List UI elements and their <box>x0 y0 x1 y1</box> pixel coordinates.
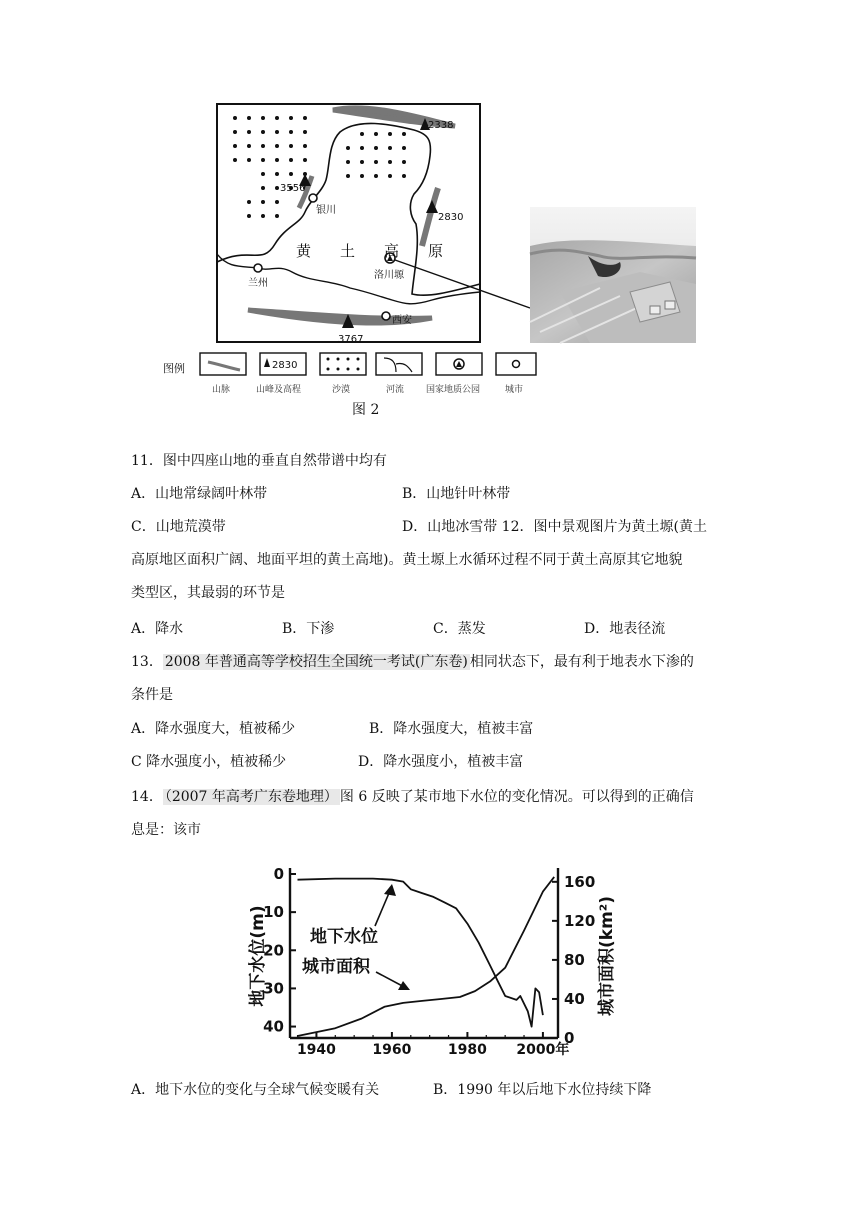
q11-option-b: B．山地针叶林带 <box>402 486 511 502</box>
q13-option-d: D．降水强度小，植被丰富 <box>358 754 524 770</box>
legend-label-mountain: 山脉 <box>212 385 231 395</box>
plateau-name-char: 原 <box>428 242 444 260</box>
q13-text: 相同状态下，最有利于地表水下渗的 <box>469 654 694 670</box>
geopark-label-luochuanyuan: 洛川塬 <box>374 270 404 281</box>
y-right-tick-label: 0 <box>564 1029 575 1047</box>
x-tick-label: 1960 <box>372 1042 412 1058</box>
legend-label-peak: 山峰及高程 <box>256 385 302 395</box>
legend <box>200 353 536 375</box>
q11-option-c: C．山地荒漠带 <box>131 519 226 535</box>
x-tick-label: 1940 <box>296 1042 336 1058</box>
city-label-lanzhou: 兰州 <box>248 278 268 289</box>
q13-line2: 条件是 <box>131 687 173 703</box>
q14-option-b: B．1990 年以后地下水位持续下降 <box>433 1082 652 1098</box>
annotation-groundwater: 地下水位 <box>310 927 378 947</box>
y-left-tick-label: 20 <box>263 941 284 960</box>
city-label-yinchuan: 银川 <box>316 205 336 216</box>
q14-text: 图 6 反映了某市地下水位的变化情况。可以得到的正确信 <box>339 789 694 805</box>
q11-option-a: A．山地常绿阔叶林带 <box>131 486 268 502</box>
series-line-groundwater <box>298 879 543 1027</box>
peak-label-2338: 2338 <box>428 120 454 131</box>
q13-source: 2008 年普通高等学校招生全国统一考试(广东卷) <box>164 654 468 670</box>
legend-labels <box>212 383 523 395</box>
y-right-tick-label: 120 <box>564 911 596 930</box>
peak-label-2830: 2830 <box>438 212 464 223</box>
y-right-tick-label: 40 <box>564 989 585 1008</box>
q13-stem <box>131 652 694 672</box>
legend-label-river: 河流 <box>386 385 405 395</box>
x-tick-label: 1980 <box>447 1042 487 1058</box>
y-left-tick-label: 0 <box>273 865 284 883</box>
loess-tableland-photo <box>530 207 696 343</box>
y-right-tick-label: 80 <box>564 950 585 969</box>
y-right-tick-label: 160 <box>564 872 596 891</box>
y-right-axis-title: 城市面积(km²) <box>597 895 617 1017</box>
annotation-city-area: 城市面积 <box>302 957 370 977</box>
y-left-tick-label: 10 <box>263 903 284 922</box>
city-label-xian: 西安 <box>392 315 412 326</box>
map-frame <box>217 104 480 342</box>
legend-label-geopark: 国家地质公园 <box>426 385 481 395</box>
legend-sample-2830: 2830 <box>272 360 298 371</box>
q12-option-b: B．下渗 <box>282 621 335 637</box>
q11-stem: 11．图中四座山地的垂直自然带谱中均有 <box>131 453 387 469</box>
plateau-name-char: 土 <box>340 242 356 260</box>
peak-label-3556: 3556 <box>280 183 306 194</box>
y-left-axis-title: 地下水位(m) <box>248 905 268 1007</box>
x-tick-label: 2000年 <box>516 1042 570 1058</box>
groundwater-city-area-chart <box>240 856 630 1076</box>
q14-option-a: A．地下水位的变化与全球气候变暖有关 <box>131 1082 380 1098</box>
legend-title: 图例 <box>163 362 185 375</box>
q14-source: （2007 年高考广东卷地理） <box>164 789 338 805</box>
q12-option-d: D．地表径流 <box>584 621 666 637</box>
q13-option-b: B．降水强度大，植被丰富 <box>369 721 534 737</box>
plateau-name-char: 高 <box>384 242 400 260</box>
q14-stem <box>131 787 694 807</box>
y-left-tick-label: 30 <box>263 979 284 998</box>
q14-line2: 息是：该市 <box>131 822 201 838</box>
legend-label-desert: 沙漠 <box>332 385 351 395</box>
y-left-tick-label: 40 <box>263 1017 284 1036</box>
plateau-name-char: 黄 <box>296 242 312 260</box>
peak-label-3767: 3767 <box>338 334 364 345</box>
city-icon <box>254 264 262 272</box>
q14-number: 14． <box>131 789 163 805</box>
loess-plateau-map <box>163 96 700 426</box>
city-icon <box>382 312 390 320</box>
q11-option-d-q12-line1: D．山地冰雪带 12．图中景观图片为黄土塬(黄土 <box>402 519 707 535</box>
q12-line3: 类型区，其最弱的环节是 <box>131 585 285 601</box>
legend-label-city: 城市 <box>505 385 524 395</box>
q12-line2: 高原地区面积广阔、地面平坦的黄土高地)。黄土塬上水循环过程不同于黄土高原其它地貌 <box>131 552 683 568</box>
annotation-arrowhead-groundwater <box>384 884 396 896</box>
figure-caption-2: 图 2 <box>352 402 380 418</box>
q13-option-a: A．降水强度大，植被稀少 <box>131 721 296 737</box>
q13-option-c: C 降水强度小，植被稀少 <box>131 754 287 770</box>
q12-option-c: C．蒸发 <box>433 621 486 637</box>
city-icon <box>309 194 317 202</box>
q12-option-a: A．降水 <box>131 621 184 637</box>
q13-number: 13． <box>131 654 163 670</box>
